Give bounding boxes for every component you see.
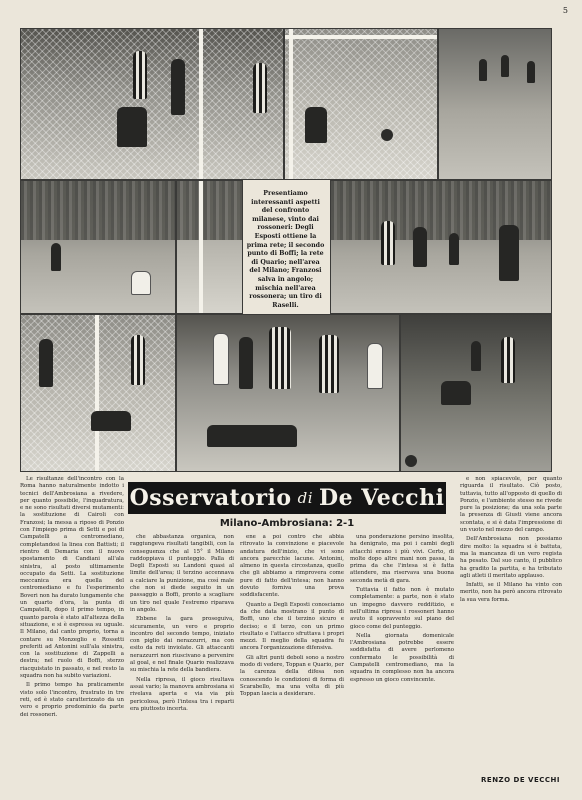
paragraph: Quanto a Degli Esposti conosciamo da che data mostrano il punto di Boffi, uno che il terzino sicuro e deciso; e il terzo, con un primo risultato e l'attacco sfruttava i propri mezzi. Il meglio della squadra fu ancora l'organizzazione difensiva. <box>240 601 344 652</box>
paragraph: che abbastanza organica, non raggiungeva risultati tangibili, con la conseguenza che al 15° il Milano raddoppiava il punteggio. Palla di Degli Esposti su Landoni quasi al limite dell'area; il terzino accennava a calciare la punizione, ma così male che non si diede seguito in un passaggio a Boffi, pronto a scagliare un tiro nel quale l'estremo riparava in angolo. <box>130 534 234 613</box>
photo-rossoneri-attack <box>330 180 552 314</box>
author-byline: RENZO DE VECCHI <box>481 776 560 784</box>
photo-goalmouth-action <box>20 28 284 180</box>
paragraph: e non spiacevole, per quanto riguarda il risultato. Ciò posto, tuttavia, tutto all'opposto di quello di Ponzio, e l'ambiente stesso ne rivede pure la posizione; da una sola parte la presenza di Giusti viene ancora scontata, e si è data l'impressione di un vuoto nel mezzo del campo. <box>460 476 562 534</box>
paragraph: Tuttavia il fatto non è mutato completamente: a parte, non è stato un impegno davvero redditizio, e nell'ultima ripresa i rossoneri hanno avuto il sopravvento sul piano del gioco come del punteggio. <box>350 587 454 630</box>
paragraph: Dell'Ambrosiana non possiamo dire molto: la squadra si è battuta, ma la mancanza di un vero regista ha pesato. Dal suo canto, il pubblico ha gradito la partita, e ha tributato agli atleti il meritato applauso. <box>460 536 562 579</box>
photo-goalkeeper-save <box>20 314 176 472</box>
photo-near-post <box>176 180 243 314</box>
article-subtitle: Milano-Ambrosiana: 2-1 <box>219 518 355 529</box>
paragraph: Infatti, se il Milano ha vinto con merito, non ha però ancora ritrovato la sua vera forma. <box>460 582 562 603</box>
paragraph: ene a poi contro che abbia ritrovato la convinzione e piacevole andatura dell'inizio, che vi sono ancora parecchie lacune. Antonini, almeno in questa circostanza, quello che gli abbiamo a rimprovera come pure di fatto dell'intesa; non hanno dovuto forniva una prova soddisfacente. <box>240 534 344 599</box>
article-column-5 <box>460 476 562 772</box>
title-connector: di <box>297 489 313 507</box>
article-column-1 <box>20 476 124 772</box>
paragraph: una ponderazione persino insolita, ha denigrato, ma poi i cambi degli attacchi erano i più vivi. Certo, di molte dopo altre mani non passa, la prima da che l'intesa si è fatta attendere, ma riservava una buona seconda metà di gara. <box>350 534 454 584</box>
photo-goalmouth-scramble <box>176 314 400 472</box>
article-column-4 <box>350 534 454 774</box>
paragraph: Gli altri punti deboli sono a nostro modo di vedere, Toppan e Quario, per la carenza della difesa non conoscendo le condizioni di forma di Scarabello, ma una volta di più Toppan lascia a desiderare. <box>240 654 344 698</box>
paragraph: Nella giornata domenicale l'Ambrosiana potrebbe essere soddisfatta di avere perlomeno confermato le possibilità di Campatelli centromediano, ma la squadra in complesso non ha ancora espresso un gioco convincente. <box>350 632 454 683</box>
photo-midfield-play <box>438 28 552 180</box>
photo-raselli-shot <box>400 314 552 472</box>
article-column-3 <box>240 534 344 774</box>
paragraph: Nella ripresa, il gioco risultava assai vario; la manovra ambrosiana si rivelava aperta e via via più pericolosa, però l'intesa tra i reparti era piuttosto incerta. <box>130 676 234 712</box>
paragraph: Il primo tempo ha praticamente visto solo l'incontro, frustrato in tre reti, ed è stato caratterizzato da un vero e proprio predominio da parte dei rossoneri. <box>20 682 124 718</box>
photo-caption: Presentiamo interessanti aspetti del confronto milanese, vinto dai rossoneri: Degli Esposti ottiene la prima rete; il secondo punto di Boffi; la rete di Quario; nell'area del Milano; Franzosi salva in angolo; mischia nell'area rossonera; un tiro di Raselli. <box>243 186 328 312</box>
photo-goalkeeper-ball <box>284 28 438 180</box>
paragraph: Le risultanze dell'incontro con la Roma hanno naturalmente indotto i tecnici dell'Ambrosiana a rivedere, per quanto possibile, l'inquadratura, e ne sono risultati diversi mutamenti: la sostituzione di Cairoli con Franzosi; la messa a riposo di Ponzio con l'impiego prima di Setti e poi di Campatelli a centromediano, completandosi la linea con Battisti; il rientro di Demaria con il nuovo spostamento di Candiani all'ala sinistra, al posto ultimamente occupato da Setti. La sostituzione meccanica era quella del centromediano e fu l'esperimento Boveri non ha durato lungamente che un quarto d'ora, la punta di Campatelli, dopo il primo tempo, in quanto parola è stato all'altezza della situazione, e si è espressa su uguale. Il Milano, dal canto proprio, torna a contare su Monzeglio e Rossetti preferiti ad Antonini sull'ala sinistra, con la sostituzione di Zappelli a destra; nel ruolo di Boffi, sterzo riacquistato in passato, e nel resto la squadra non ha subito variazioni. <box>20 476 124 680</box>
title-name: De Vecchi <box>319 485 445 511</box>
article-title <box>128 482 446 514</box>
article-column-2 <box>130 534 234 774</box>
photo-stadium-crowd <box>20 180 176 314</box>
page-number: 5 <box>562 6 568 15</box>
paragraph: Ebbene la gara proseguiva, sicuramente, un vero e proprio incontro del secondo tempo, iniziato con piglio dai nerazzurri, ma con esito da reti inviolate. Gli attaccanti nerazzurri non riuscivano a pervenire al goal, e nel finale Quario realizzava su mischia la rete della bandiera. <box>130 616 234 674</box>
title-main: Osservatorio <box>129 485 292 511</box>
